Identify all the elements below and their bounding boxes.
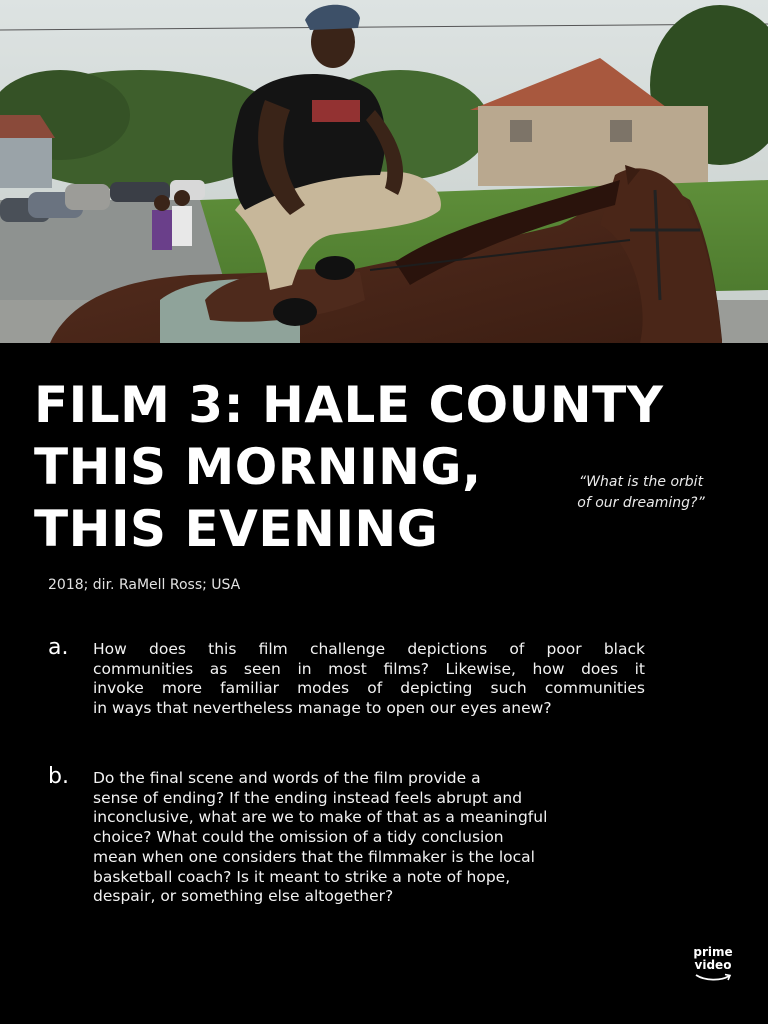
question-b-line: choice? What could the omission of a tidy conclusion	[93, 828, 504, 847]
question-b-line: basketball coach? Is it meant to strike a note of hope,	[93, 867, 511, 886]
question-a-letter: a.	[48, 635, 69, 660]
question-b-line: despair, or something else altogether?	[93, 887, 394, 906]
question-a-line: How does this film challenge depictions of poor black	[93, 640, 645, 658]
question-b-text	[93, 769, 645, 907]
question-b-line: mean when one considers that the filmmaker is the local	[93, 847, 535, 866]
pull-quote-line-1: “What is the orbit	[578, 474, 704, 490]
prime-video-logo-line-1: prime	[693, 945, 733, 959]
question-b-letter: b.	[48, 764, 69, 789]
question-b-line: inconclusive, what are we to make of that as a meaningful	[93, 808, 548, 827]
film-title-line-2: THIS MORNING,	[34, 438, 482, 496]
film-title-line-3: THIS EVENING	[34, 500, 439, 558]
question-a-text	[93, 640, 645, 719]
question-a-line: in ways that nevertheless manage to open our eyes anew?	[93, 699, 552, 718]
prime-video-logo	[690, 946, 736, 982]
question-a-line: communities as seen in most films? Likewise, how does it	[93, 659, 645, 678]
hero-photo-illustration	[0, 0, 768, 343]
question-a-line: invoke more familiar modes of depicting such communities	[93, 679, 645, 698]
prime-video-logo-line-2: video	[694, 958, 732, 972]
pull-quote-line-2: of our dreaming?”	[577, 495, 705, 511]
hero-photo	[0, 0, 768, 343]
pull-quote	[548, 472, 734, 514]
film-title	[34, 374, 663, 560]
question-b-line: sense of ending? If the ending instead feels abrupt and	[93, 788, 523, 807]
film-title-line-1: FILM 3: HALE COUNTY	[34, 376, 664, 434]
question-b-line: Do the final scene and words of the film provide a	[93, 769, 481, 787]
smile-arrow-icon	[693, 973, 733, 982]
film-credits: 2018; dir. RaMell Ross; USA	[48, 577, 241, 593]
